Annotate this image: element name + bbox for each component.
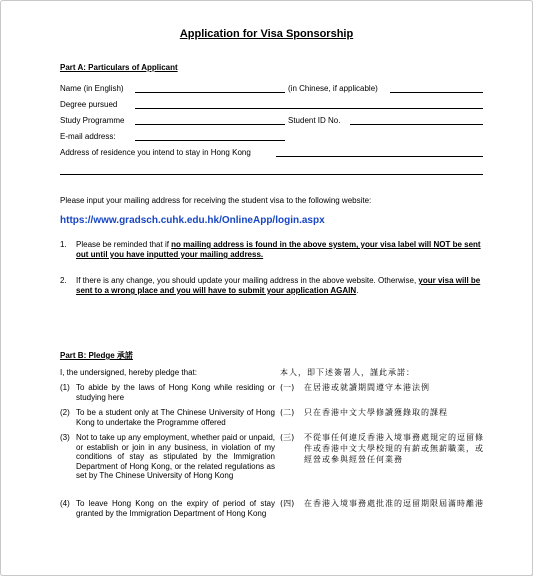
pledge-item-1-en-number: (1) [60, 383, 70, 392]
pledge-intro-en: I, the undersigned, hereby pledge that: [60, 368, 197, 377]
note-2-emphasis: your visa will be sent to a wrong place and you will have to submit your application AGAIN [76, 276, 481, 295]
note-1-text: Please be reminded that if [76, 240, 172, 249]
name-chinese-label: (in Chinese, if applicable) [288, 84, 378, 93]
student-id-label: Student ID No. [288, 116, 341, 125]
address-field-line-2[interactable] [60, 174, 483, 175]
pledge-item-1-zh-text: 在居港或就讀期間遵守本港法例 [304, 383, 430, 392]
student-id-field[interactable] [350, 124, 483, 125]
email-label: E-mail address: [60, 132, 116, 141]
pledge-item-2-zh-text: 只在香港中文大學修讀獲錄取的課程 [304, 408, 448, 417]
pledge-item-2-zh [280, 407, 485, 418]
mailing-instruction: Please input your mailing address for receiving the student visa to the following website: [60, 196, 372, 205]
note-2-text: If there is any change, you should update your mailing address in the above website. Otherwise, [76, 276, 419, 285]
pledge-item-2-en-text: To be a student only at The Chinese University of Hong Kong to undertake the Programme offered [76, 408, 275, 427]
pledge-item-3-en [60, 433, 275, 481]
part-a-heading: Part A: Particulars of Applicant [60, 63, 178, 72]
pledge-item-1-en-text: To abide by the laws of Hong Kong while residing or studying here [76, 383, 275, 402]
note-1-number: 1. [60, 240, 67, 249]
address-label: Address of residence you intend to stay in Hong Kong [60, 148, 251, 157]
note-2-end: . [356, 286, 359, 295]
pledge-item-4-en [60, 499, 275, 518]
pledge-item-2-en [60, 408, 275, 427]
pledge-item-1-zh-number: (一) [280, 383, 295, 392]
address-field-line-1[interactable] [276, 156, 483, 157]
note-1-emphasis: no mailing address is found in the above system, your visa label will NOT be sent out until you have inputted your mailing address. [76, 240, 481, 259]
pledge-item-2-en-number: (2) [60, 408, 70, 417]
online-app-link[interactable]: https://www.gradsch.cuhk.edu.hk/OnlineApp/login.aspx [60, 215, 325, 226]
part-b-heading: Part B: Pledge 承諾 [60, 351, 133, 360]
programme-label: Study Programme [60, 116, 125, 125]
name-english-field[interactable] [135, 92, 285, 93]
note-1 [60, 240, 484, 260]
pledge-item-1-en [60, 383, 275, 402]
pledge-item-2-zh-number: (二) [280, 408, 295, 417]
pledge-intro-zh: 本人，即下述簽署人，謹此承諾： [280, 368, 415, 377]
name-chinese-field[interactable] [390, 92, 483, 93]
pledge-item-4-zh-text: 在香港入境事務處批准的逗留期限屆滿時離港 [304, 499, 484, 508]
pledge-item-4-en-number: (4) [60, 499, 70, 508]
degree-field[interactable] [135, 108, 483, 109]
pledge-item-3-zh [280, 432, 485, 465]
name-english-label: Name (in English) [60, 84, 124, 93]
pledge-item-4-zh [280, 498, 485, 509]
note-2-number: 2. [60, 276, 67, 285]
pledge-item-3-en-text: Not to take up any employment, whether paid or unpaid, or establish or join in any business, in violation of my conditions of stay as stipulated by the Immigration Department of Hong Kong, or the related regulations as set by The Chinese University of Hong Kong [76, 433, 275, 480]
document-title: Application for Visa Sponsorship [179, 28, 354, 40]
pledge-item-3-zh-number: (三) [280, 433, 295, 442]
note-2 [60, 276, 484, 296]
pledge-item-3-zh-text: 不從事任何違反香港入境事務處規定的逗留條件或香港中文大學校規的有薪或無薪職業，或經營或參與經營任何業務 [304, 433, 484, 464]
pledge-item-1-zh [280, 382, 485, 393]
degree-label: Degree pursued [60, 100, 118, 109]
pledge-item-4-en-text: To leave Hong Kong on the expiry of period of stay granted by the Immigration Department of Hong Kong [76, 499, 275, 518]
email-field[interactable] [135, 140, 285, 141]
pledge-item-4-zh-number: (四) [280, 499, 295, 508]
programme-field[interactable] [135, 124, 285, 125]
pledge-item-3-en-number: (3) [60, 433, 70, 442]
